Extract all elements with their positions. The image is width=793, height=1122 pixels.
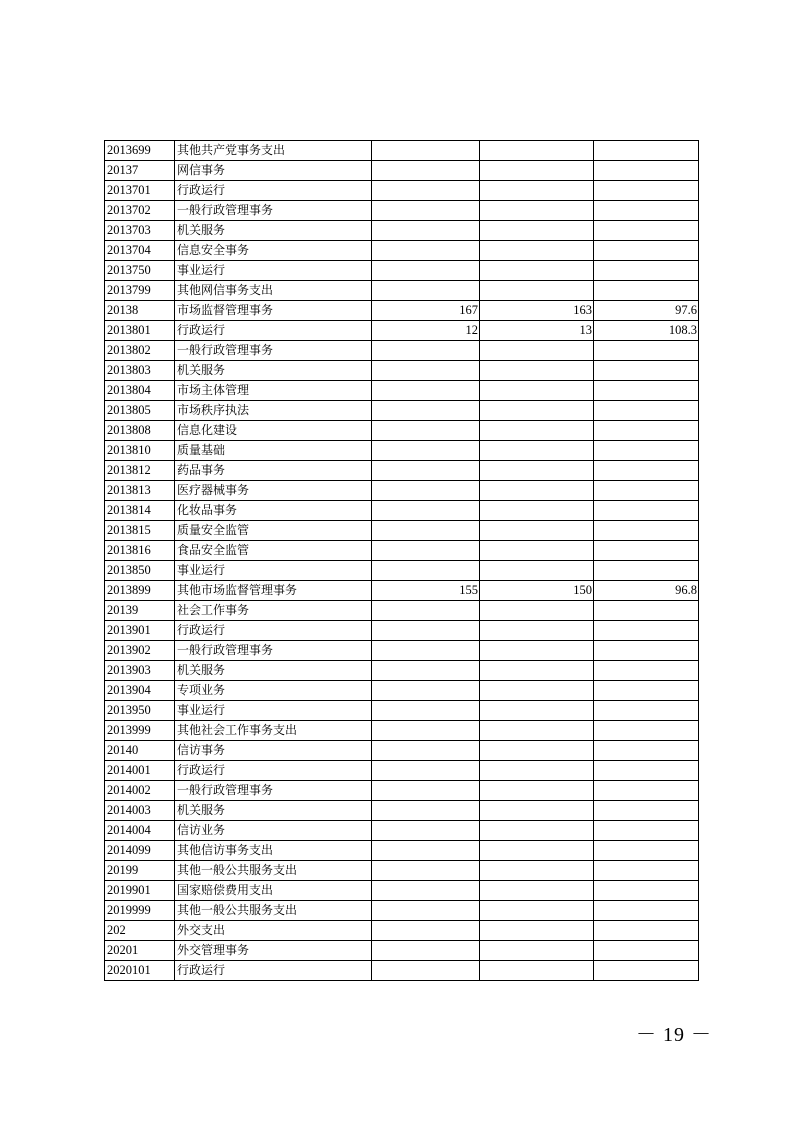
- value-cell-2: [480, 761, 594, 781]
- code-cell: 2013850: [105, 561, 175, 581]
- table-row: [105, 341, 699, 361]
- value-cell-3: [594, 541, 699, 561]
- name-cell: 行政运行: [175, 181, 372, 201]
- name-cell: 其他一般公共服务支出: [175, 861, 372, 881]
- value-cell-1: [372, 841, 480, 861]
- code-cell: 2013904: [105, 681, 175, 701]
- value-cell-3: [594, 601, 699, 621]
- code-cell: 2013999: [105, 721, 175, 741]
- value-cell-2: [480, 561, 594, 581]
- name-cell: 行政运行: [175, 961, 372, 981]
- value-cell-3: [594, 701, 699, 721]
- value-cell-2: [480, 741, 594, 761]
- value-cell-2: [480, 481, 594, 501]
- code-cell: 2013802: [105, 341, 175, 361]
- name-cell: 市场主体管理: [175, 381, 372, 401]
- value-cell-2: [480, 221, 594, 241]
- table-row: [105, 361, 699, 381]
- value-cell-3: [594, 361, 699, 381]
- code-cell: 2013803: [105, 361, 175, 381]
- value-cell-3: [594, 961, 699, 981]
- value-cell-1: [372, 181, 480, 201]
- name-cell: 外交支出: [175, 921, 372, 941]
- name-cell: 质量安全监管: [175, 521, 372, 541]
- value-cell-1: [372, 681, 480, 701]
- value-cell-3: [594, 461, 699, 481]
- table-row: [105, 641, 699, 661]
- value-cell-1: [372, 621, 480, 641]
- name-cell: 其他网信事务支出: [175, 281, 372, 301]
- value-cell-1: [372, 701, 480, 721]
- value-cell-3: [594, 561, 699, 581]
- code-cell: 2013816: [105, 541, 175, 561]
- name-cell: 机关服务: [175, 661, 372, 681]
- value-cell-3: [594, 141, 699, 161]
- value-cell-2: [480, 921, 594, 941]
- code-cell: 2013805: [105, 401, 175, 421]
- value-cell-1: [372, 441, 480, 461]
- name-cell: 其他市场监督管理事务: [175, 581, 372, 601]
- value-cell-2: [480, 621, 594, 641]
- code-cell: 2014099: [105, 841, 175, 861]
- value-cell-2: [480, 241, 594, 261]
- page-number: － 19 －: [636, 1024, 712, 1046]
- value-cell-3: 97.6: [594, 301, 699, 321]
- value-cell-1: [372, 461, 480, 481]
- value-cell-3: [594, 781, 699, 801]
- value-cell-2: [480, 681, 594, 701]
- table-row: [105, 581, 699, 601]
- table-row: [105, 481, 699, 501]
- value-cell-2: [480, 261, 594, 281]
- budget-table: [104, 140, 699, 981]
- value-cell-1: 155: [372, 581, 480, 601]
- value-cell-3: [594, 621, 699, 641]
- table-row: [105, 941, 699, 961]
- value-cell-2: [480, 901, 594, 921]
- table-row: [105, 801, 699, 821]
- code-cell: 2013810: [105, 441, 175, 461]
- name-cell: 专项业务: [175, 681, 372, 701]
- value-cell-2: [480, 201, 594, 221]
- name-cell: 其他共产党事务支出: [175, 141, 372, 161]
- value-cell-2: [480, 641, 594, 661]
- value-cell-1: [372, 361, 480, 381]
- name-cell: 化妆品事务: [175, 501, 372, 521]
- table-row: [105, 421, 699, 441]
- value-cell-3: [594, 281, 699, 301]
- value-cell-1: [372, 781, 480, 801]
- table-row: [105, 621, 699, 641]
- name-cell: 信息安全事务: [175, 241, 372, 261]
- code-cell: 2013703: [105, 221, 175, 241]
- table-row: [105, 261, 699, 281]
- value-cell-2: [480, 541, 594, 561]
- table-row: [105, 541, 699, 561]
- table-row: [105, 741, 699, 761]
- value-cell-2: [480, 821, 594, 841]
- value-cell-1: [372, 561, 480, 581]
- value-cell-3: [594, 881, 699, 901]
- value-cell-2: [480, 341, 594, 361]
- value-cell-3: [594, 441, 699, 461]
- value-cell-2: [480, 801, 594, 821]
- value-cell-1: [372, 201, 480, 221]
- code-cell: 2013702: [105, 201, 175, 221]
- value-cell-1: [372, 501, 480, 521]
- value-cell-2: [480, 421, 594, 441]
- value-cell-1: [372, 821, 480, 841]
- value-cell-3: [594, 241, 699, 261]
- value-cell-2: [480, 781, 594, 801]
- value-cell-3: [594, 161, 699, 181]
- table-row: [105, 761, 699, 781]
- code-cell: 2013704: [105, 241, 175, 261]
- value-cell-2: [480, 181, 594, 201]
- table-row: [105, 561, 699, 581]
- value-cell-3: [594, 481, 699, 501]
- name-cell: 社会工作事务: [175, 601, 372, 621]
- table-row: [105, 601, 699, 621]
- name-cell: 一般行政管理事务: [175, 641, 372, 661]
- value-cell-1: [372, 741, 480, 761]
- table-row: [105, 221, 699, 241]
- table-row: [105, 141, 699, 161]
- value-cell-1: [372, 241, 480, 261]
- value-cell-2: [480, 441, 594, 461]
- value-cell-1: [372, 801, 480, 821]
- value-cell-3: [594, 401, 699, 421]
- code-cell: 2020101: [105, 961, 175, 981]
- name-cell: 医疗器械事务: [175, 481, 372, 501]
- table-row: [105, 201, 699, 221]
- table-row: [105, 241, 699, 261]
- value-cell-1: [372, 401, 480, 421]
- value-cell-2: [480, 721, 594, 741]
- code-cell: 2013799: [105, 281, 175, 301]
- value-cell-3: [594, 341, 699, 361]
- value-cell-3: [594, 261, 699, 281]
- table-row: [105, 701, 699, 721]
- value-cell-2: [480, 941, 594, 961]
- code-cell: 20201: [105, 941, 175, 961]
- name-cell: 行政运行: [175, 321, 372, 341]
- name-cell: 其他一般公共服务支出: [175, 901, 372, 921]
- code-cell: 2013814: [105, 501, 175, 521]
- code-cell: 2013903: [105, 661, 175, 681]
- value-cell-1: [372, 881, 480, 901]
- value-cell-3: [594, 841, 699, 861]
- table-row: [105, 881, 699, 901]
- value-cell-3: [594, 741, 699, 761]
- code-cell: 2013801: [105, 321, 175, 341]
- table-row: [105, 861, 699, 881]
- table-row: [105, 821, 699, 841]
- value-cell-2: 150: [480, 581, 594, 601]
- table-row: [105, 461, 699, 481]
- value-cell-2: [480, 521, 594, 541]
- table-row: [105, 181, 699, 201]
- code-cell: 2019901: [105, 881, 175, 901]
- value-cell-2: [480, 601, 594, 621]
- value-cell-1: 167: [372, 301, 480, 321]
- value-cell-2: [480, 361, 594, 381]
- code-cell: 2013808: [105, 421, 175, 441]
- value-cell-2: [480, 701, 594, 721]
- value-cell-3: [594, 721, 699, 741]
- code-cell: 2013901: [105, 621, 175, 641]
- code-cell: 20199: [105, 861, 175, 881]
- name-cell: 一般行政管理事务: [175, 781, 372, 801]
- value-cell-1: [372, 641, 480, 661]
- value-cell-1: [372, 421, 480, 441]
- value-cell-3: [594, 761, 699, 781]
- table-row: [105, 781, 699, 801]
- code-cell: 20137: [105, 161, 175, 181]
- name-cell: 机关服务: [175, 801, 372, 821]
- code-cell: 20140: [105, 741, 175, 761]
- value-cell-1: [372, 961, 480, 981]
- code-cell: 2014001: [105, 761, 175, 781]
- table-row: [105, 441, 699, 461]
- table-row: [105, 521, 699, 541]
- table-row: [105, 501, 699, 521]
- name-cell: 市场监督管理事务: [175, 301, 372, 321]
- name-cell: 网信事务: [175, 161, 372, 181]
- code-cell: 2013699: [105, 141, 175, 161]
- value-cell-3: [594, 501, 699, 521]
- value-cell-3: 96.8: [594, 581, 699, 601]
- value-cell-2: 163: [480, 301, 594, 321]
- name-cell: 机关服务: [175, 361, 372, 381]
- name-cell: 行政运行: [175, 761, 372, 781]
- value-cell-2: [480, 861, 594, 881]
- name-cell: 质量基础: [175, 441, 372, 461]
- value-cell-3: [594, 421, 699, 441]
- code-cell: 2019999: [105, 901, 175, 921]
- name-cell: 行政运行: [175, 621, 372, 641]
- value-cell-1: [372, 901, 480, 921]
- value-cell-3: [594, 201, 699, 221]
- value-cell-1: [372, 941, 480, 961]
- value-cell-1: [372, 281, 480, 301]
- value-cell-1: 12: [372, 321, 480, 341]
- value-cell-2: [480, 401, 594, 421]
- name-cell: 外交管理事务: [175, 941, 372, 961]
- value-cell-2: [480, 501, 594, 521]
- value-cell-3: [594, 901, 699, 921]
- table-row: [105, 281, 699, 301]
- name-cell: 食品安全监管: [175, 541, 372, 561]
- value-cell-2: [480, 281, 594, 301]
- name-cell: 事业运行: [175, 261, 372, 281]
- value-cell-2: [480, 661, 594, 681]
- code-cell: 2013813: [105, 481, 175, 501]
- name-cell: 信息化建设: [175, 421, 372, 441]
- value-cell-3: [594, 641, 699, 661]
- code-cell: 2013750: [105, 261, 175, 281]
- value-cell-1: [372, 261, 480, 281]
- table-row: [105, 721, 699, 741]
- value-cell-1: [372, 861, 480, 881]
- table-row: [105, 661, 699, 681]
- value-cell-3: [594, 661, 699, 681]
- code-cell: 202: [105, 921, 175, 941]
- name-cell: 事业运行: [175, 701, 372, 721]
- value-cell-1: [372, 161, 480, 181]
- name-cell: 事业运行: [175, 561, 372, 581]
- value-cell-1: [372, 221, 480, 241]
- value-cell-3: 108.3: [594, 321, 699, 341]
- table-row: [105, 841, 699, 861]
- code-cell: 2013804: [105, 381, 175, 401]
- table-row: [105, 401, 699, 421]
- code-cell: 20139: [105, 601, 175, 621]
- value-cell-1: [372, 381, 480, 401]
- value-cell-2: [480, 881, 594, 901]
- value-cell-3: [594, 521, 699, 541]
- value-cell-1: [372, 921, 480, 941]
- code-cell: 2013899: [105, 581, 175, 601]
- name-cell: 一般行政管理事务: [175, 341, 372, 361]
- code-cell: 2013902: [105, 641, 175, 661]
- code-cell: 2014003: [105, 801, 175, 821]
- value-cell-1: [372, 661, 480, 681]
- value-cell-2: [480, 961, 594, 981]
- table-row: [105, 921, 699, 941]
- value-cell-3: [594, 941, 699, 961]
- table-row: [105, 961, 699, 981]
- table-row: [105, 161, 699, 181]
- value-cell-3: [594, 821, 699, 841]
- name-cell: 机关服务: [175, 221, 372, 241]
- value-cell-1: [372, 761, 480, 781]
- value-cell-3: [594, 681, 699, 701]
- value-cell-1: [372, 541, 480, 561]
- code-cell: 2013701: [105, 181, 175, 201]
- value-cell-3: [594, 381, 699, 401]
- value-cell-1: [372, 521, 480, 541]
- name-cell: 信访业务: [175, 821, 372, 841]
- name-cell: 一般行政管理事务: [175, 201, 372, 221]
- name-cell: 其他信访事务支出: [175, 841, 372, 861]
- name-cell: 其他社会工作事务支出: [175, 721, 372, 741]
- table-row: [105, 681, 699, 701]
- name-cell: 市场秩序执法: [175, 401, 372, 421]
- value-cell-1: [372, 481, 480, 501]
- value-cell-3: [594, 861, 699, 881]
- value-cell-2: 13: [480, 321, 594, 341]
- value-cell-1: [372, 141, 480, 161]
- value-cell-2: [480, 381, 594, 401]
- table-row: [105, 901, 699, 921]
- code-cell: 2014002: [105, 781, 175, 801]
- name-cell: 信访事务: [175, 741, 372, 761]
- value-cell-1: [372, 721, 480, 741]
- value-cell-3: [594, 221, 699, 241]
- name-cell: 药品事务: [175, 461, 372, 481]
- name-cell: 国家赔偿费用支出: [175, 881, 372, 901]
- value-cell-2: [480, 161, 594, 181]
- code-cell: 2013812: [105, 461, 175, 481]
- code-cell: 20138: [105, 301, 175, 321]
- value-cell-2: [480, 841, 594, 861]
- code-cell: 2013815: [105, 521, 175, 541]
- code-cell: 2013950: [105, 701, 175, 721]
- table-row: [105, 321, 699, 341]
- table-row: [105, 381, 699, 401]
- value-cell-2: [480, 141, 594, 161]
- value-cell-1: [372, 601, 480, 621]
- code-cell: 2014004: [105, 821, 175, 841]
- value-cell-1: [372, 341, 480, 361]
- value-cell-3: [594, 801, 699, 821]
- table-row: [105, 301, 699, 321]
- value-cell-3: [594, 921, 699, 941]
- table-body: [105, 141, 699, 981]
- value-cell-2: [480, 461, 594, 481]
- value-cell-3: [594, 181, 699, 201]
